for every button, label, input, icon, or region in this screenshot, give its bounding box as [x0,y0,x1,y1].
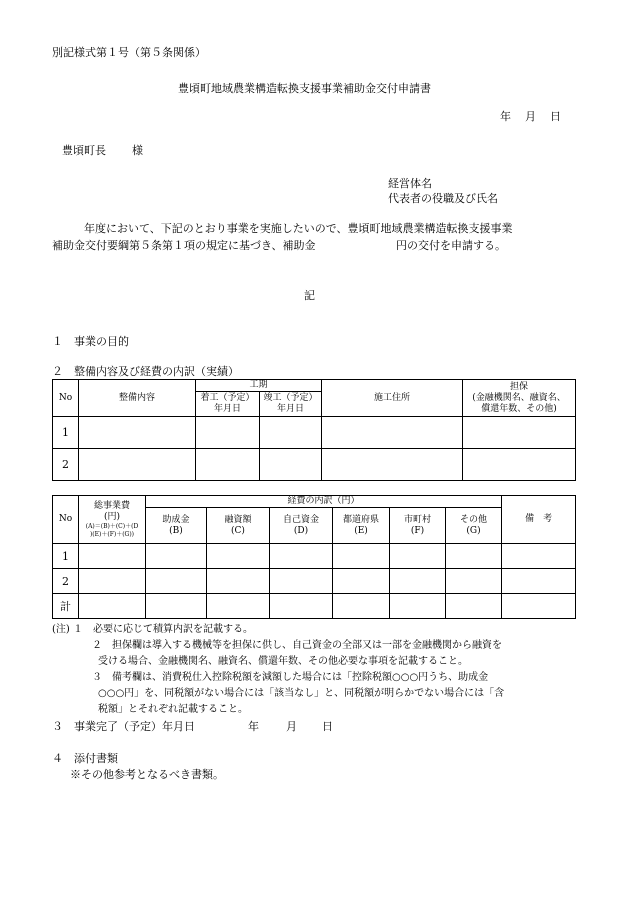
cell-prefecture[interactable] [333,569,390,594]
note-2-line2: 受ける場合、金融機関名、融資名、償還年数、その他必要な事項を記載すること。 [98,656,468,667]
attachment-item: ※その他参考となるべき書類。 [70,768,224,781]
cell-municipality[interactable] [390,594,446,619]
cell-municipality[interactable] [390,569,446,594]
cell-own-funds[interactable] [270,569,333,594]
col-remarks-header: 備 考 [502,496,576,544]
col-loan-header: 融資額 (C) [207,508,270,544]
note-3-line3: 税額」とそれぞれ記載すること。 [98,704,248,715]
row-number: 1 [53,544,79,569]
cell-collateral[interactable] [463,417,576,449]
cell-subsidy[interactable] [146,569,207,594]
date-day-label: 日 [550,110,561,123]
cell-loan[interactable] [207,594,270,619]
cell-remarks[interactable] [502,544,576,569]
note-2-line1: ２ 担保欄は導入する機械等を担保に供し、自己資金の全部又は一部を金融機関から融資を [92,640,502,651]
applicant-representative-label: 代表者の役職及び氏名 [388,192,498,205]
request-paragraph-line2: 補助金交付要綱第５条第１項の規定に基づき、補助金 [52,239,316,252]
col-start-header: 着工（予定） 年月日 [196,392,260,417]
cell-other[interactable] [446,569,502,594]
row-number: 1 [53,417,79,449]
col-subsidy-header: 助成金 (B) [146,508,207,544]
addressee: 豊頃町長 [62,144,106,157]
cell-end[interactable] [260,449,322,481]
expense-table [52,495,576,619]
cell-own-funds[interactable] [270,594,333,619]
col-no-header: No [53,380,79,417]
col-own-funds-header: 自己資金 (D) [270,508,333,544]
section-completion-date: ３ 事業完了（予定）年月日 [52,720,195,733]
table-row [53,544,576,569]
cell-municipality[interactable] [390,544,446,569]
col-breakdown-header: 経費の内訳（円） [146,496,502,508]
cell-total[interactable] [79,544,146,569]
table-row [53,569,576,594]
cell-loan[interactable] [207,544,270,569]
cell-content[interactable] [79,449,196,481]
cell-other[interactable] [446,544,502,569]
col-total-formula: (A)＝(B)＋(C)＋(D )(E)＋(F)＋(G)) [85,522,139,538]
request-paragraph-line1: 年度において、下記のとおり事業を実施したいので、豊頃町地域農業構造転換支援事業 [84,222,513,235]
section-details: ２ 整備内容及び経費の内訳（実績） [52,365,239,378]
row-number: 2 [53,569,79,594]
completion-year-label: 年 [248,720,259,733]
document-title: 豊頃町地域農業構造転換支援事業補助金交付申請書 [178,82,431,95]
cell-own-funds[interactable] [270,544,333,569]
row-number: 2 [53,449,79,481]
cell-loan[interactable] [207,569,270,594]
cell-address[interactable] [322,417,463,449]
completion-month-label: 月 [286,720,297,733]
cell-end[interactable] [260,417,322,449]
cell-other[interactable] [446,594,502,619]
cell-total[interactable] [79,569,146,594]
cell-start[interactable] [196,417,260,449]
col-period-header: 工期 [196,380,322,392]
cell-collateral[interactable] [463,449,576,481]
section-purpose: １ 事業の目的 [52,335,129,348]
table-total-row [53,594,576,619]
cell-total[interactable] [79,594,146,619]
col-prefecture-header: 都道府県 (E) [333,508,390,544]
cell-start[interactable] [196,449,260,481]
details-table [52,379,576,481]
cell-subsidy[interactable] [146,594,207,619]
cell-content[interactable] [79,417,196,449]
col-municipality-header: 市町村 (F) [390,508,446,544]
col-total-label: 総事業費 (円) [93,500,130,522]
cell-address[interactable] [322,449,463,481]
table-row [53,417,576,449]
cell-subsidy[interactable] [146,544,207,569]
completion-day-label: 日 [322,720,333,733]
date-month-label: 月 [525,110,536,123]
note-3-line2: ○○○円」を、同税額がない場合には「該当なし」と、同税額が明らかでない場合には「含 [98,688,505,699]
form-number: 別記様式第１号（第５条関係） [52,46,206,59]
date-year-label: 年 [500,110,511,123]
col-other-header: その他 (G) [446,508,502,544]
col-collateral-header: 担保 (金融機関名、融資名、 償還年数、その他) [463,380,576,417]
table-row [53,449,576,481]
applicant-entity-label: 経営体名 [388,177,432,190]
cell-remarks[interactable] [502,594,576,619]
ki-heading: 記 [304,289,315,302]
cell-prefecture[interactable] [333,544,390,569]
section-attachments: ４ 添付書類 [52,752,118,765]
cell-remarks[interactable] [502,569,576,594]
note-1: (注) １ 必要に応じて積算内訳を記載する。 [52,624,253,635]
col-end-header: 竣工（予定） 年月日 [260,392,322,417]
cell-prefecture[interactable] [333,594,390,619]
addressee-suffix: 様 [132,144,143,157]
note-3-line1: ３ 備考欄は、消費税仕入控除税額を減額した場合には「控除税額○○○円うち、助成金 [92,672,489,683]
col-no-header: No [53,496,79,544]
col-address-header: 施工住所 [322,380,463,417]
request-paragraph-line2-end: 円の交付を申請する。 [396,239,506,252]
col-content-header: 整備内容 [79,380,196,417]
col-total-header [79,496,146,544]
row-total-label: 計 [53,594,79,619]
